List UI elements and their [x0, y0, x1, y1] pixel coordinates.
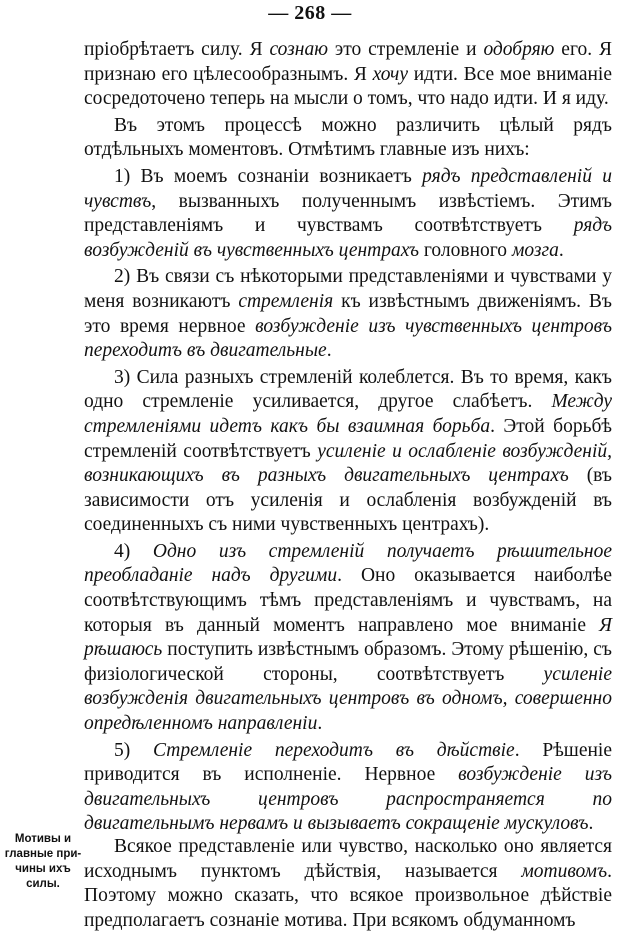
- text-run: Всякое представленіе или чувство, насколько оно является исходнымъ пунктомъ дѣйствія, называется: [84, 836, 612, 882]
- text-run: Въ этомъ процессѣ можно различить цѣлый рядъ отдѣльныхъ моментовъ. Отмѣтимъ главные изъ нихъ:: [84, 114, 612, 161]
- page-number: — 268 —: [268, 2, 352, 24]
- margin-note-line: чины ихъ: [15, 863, 71, 875]
- margin-note-line: главные при-: [4, 848, 82, 860]
- italic-phrase: возбужденіе изъ чувственныхъ центровъ переходитъ въ двигательные: [84, 315, 613, 362]
- italic-phrase: мотивомъ: [521, 860, 608, 882]
- text-run: .: [326, 340, 332, 362]
- main-text: [84, 38, 612, 837]
- final-text: [84, 835, 612, 933]
- text-run: . Этой борьбѣ стремленій соотвѣтствуетъ: [84, 415, 613, 462]
- text-run: это стремленіе и: [327, 39, 484, 60]
- text-run: пріобрѣтаетъ силу. Я: [84, 39, 270, 60]
- paragraph: [84, 835, 612, 933]
- paragraph: [84, 165, 612, 263]
- italic-phrase: Я рѣшаюсь: [84, 614, 612, 661]
- paragraph: [84, 114, 612, 163]
- paragraph: [84, 739, 612, 837]
- text-run: 3) Сила разныхъ стремленій колеблется. Въ то время, какъ одно стремленіе усиливается, другое слабѣетъ.: [84, 366, 612, 413]
- text-run: къ извѣстнымъ движеніямъ. Въ это время нервное: [84, 290, 612, 337]
- text-run: . Поэтому можно сказать, что всякое произвольное дѣйствіе предполагаетъ сознаніе мотива. При всякомъ обдуманномъ: [84, 860, 612, 931]
- italic-phrase: сознаю: [269, 39, 328, 60]
- text-run: .: [317, 713, 323, 735]
- text-run: 1) Въ моемъ сознаніи возникаетъ: [114, 165, 423, 187]
- paragraph: [84, 540, 612, 737]
- italic-phrase: мозга: [511, 239, 559, 261]
- italic-phrase: Одно изъ стремленій получаетъ рѣшительное преобладаніе надъ другими: [84, 540, 612, 587]
- italic-phrase: хочу: [372, 63, 409, 85]
- paragraph: [84, 265, 612, 363]
- italic-phrase: рядъ возбужденій въ чувственныхъ центрахъ: [84, 215, 612, 261]
- text-run: головного: [419, 239, 512, 261]
- text-run: , вызванныхъ полученнымъ извѣстіемъ. Этимъ представленіямъ и чувствамъ соотвѣтствуетъ: [84, 190, 612, 237]
- paragraph: [84, 366, 612, 538]
- italic-phrase: возбужденіе изъ двигательныхъ центровъ распространяется по двигательнымъ нервамъ и вызываетъ сокращеніе мускуловъ: [84, 764, 612, 835]
- italic-phrase: усиленіе возбужденія двигательныхъ центровъ въ одномъ, совершенно опредѣленномъ направленіи: [84, 663, 612, 735]
- italic-phrase: Между стремленіями идетъ какъ бы взаимная борьба: [84, 391, 612, 437]
- italic-phrase: рядъ представленій и чувствъ: [84, 165, 612, 212]
- margin-note-line: Мотивы и: [14, 833, 72, 845]
- text-run: .: [588, 813, 594, 835]
- text-run: . Оно оказывается наиболѣе соотвѣтствующимъ тѣмъ представленіямъ и чувствамъ, на которыя въ данный моментъ направлено мое вниманіе: [84, 565, 613, 636]
- italic-phrase: одобряю: [483, 39, 555, 60]
- text-run: . Рѣшеніе приводится въ исполненіе. Нервное: [84, 739, 612, 786]
- text-run: 4): [114, 540, 153, 562]
- text-run: 5): [114, 739, 154, 761]
- italic-phrase: усиленіе и ослабленіе возбужденій, возникающихъ въ разныхъ двигательныхъ центрахъ: [84, 440, 612, 487]
- text-run: поступить извѣстнымъ образомъ. Этому рѣшенію, съ физіологической стороны, соотвѣтствуетъ: [84, 639, 612, 685]
- text-run: идти. Все мое вниманіе сосредоточено теперь на мысли о томъ, что надо идти. И я иду.: [84, 63, 612, 110]
- paragraph: [84, 38, 612, 112]
- italic-phrase: стремленія: [238, 290, 334, 312]
- margin-note: [0, 832, 86, 892]
- text-run: (въ зависимости отъ усиленія и ослабленія возбужденій въ соединенныхъ съ ними чувственныхъ центрахъ).: [84, 465, 612, 536]
- italic-phrase: Стремленіе переходитъ въ дѣйствіе: [153, 739, 515, 761]
- text-run: .: [558, 239, 564, 261]
- margin-note-line: силы.: [26, 878, 60, 890]
- text-run: 2) Въ связи съ нѣкоторыми представленіями и чувствами у меня возникаютъ: [84, 266, 612, 312]
- text-run: его. Я признаю его цѣлесообразнымъ. Я: [84, 39, 613, 85]
